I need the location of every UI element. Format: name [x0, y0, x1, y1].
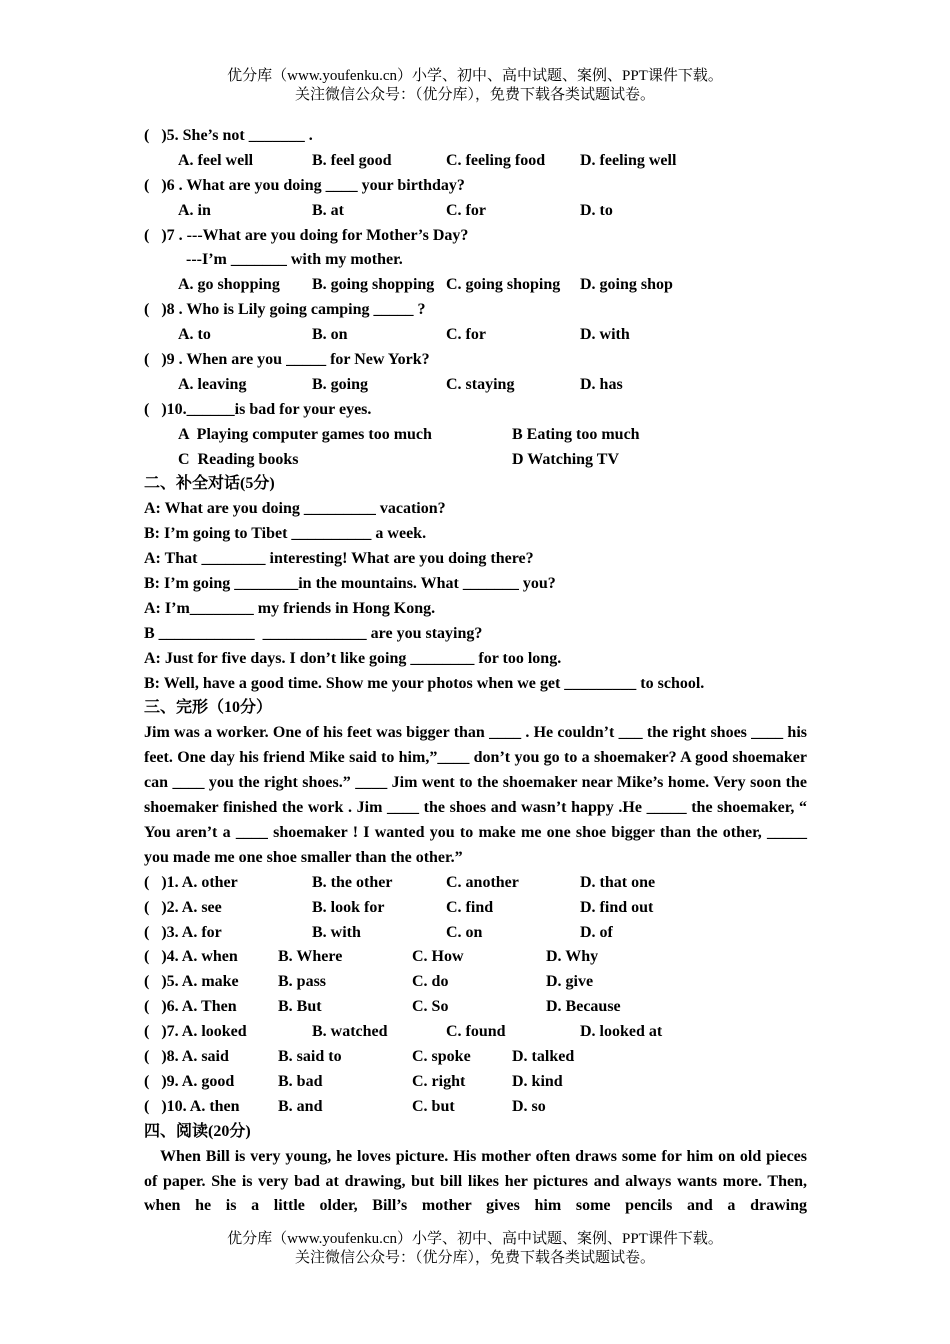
option-c: C. spoke: [412, 1048, 471, 1066]
cloze-passage: Jim was a worker. One of his feet was bigger than ____ . He couldn’t ___ the right shoes ____ his feet. One day his friend Mike said to him,”____ don’t you go to a shoemaker? A good shoemaker can ____ you the right shoes.” ____ Jim went to the shoemaker near Mike’s home. Very soon the shoemaker finished the work . Jim ____ the shoes and wasn’t happy .He _____ the shoemaker, “ You aren’t a ____ shoemaker ! I wanted you to make me one shoe bigger than the other, _____ you made me one shoe smaller than the other.”: [144, 724, 807, 866]
mc-q6-options: [144, 199, 807, 224]
option-c: C. found: [446, 1023, 506, 1041]
mc-q7-options: [144, 273, 807, 298]
option-d: D. that one: [580, 873, 656, 891]
option-c: C. staying: [446, 375, 515, 393]
option-b: B. going: [312, 375, 369, 393]
option-d: D. looked at: [580, 1023, 663, 1041]
option-d: D. has: [580, 375, 623, 393]
section-title-dialogue: 二、补全对话(5分): [144, 475, 275, 493]
header-line-2: 关注微信公众号：（优分库），免费下载各类试题试卷。: [294, 87, 655, 103]
option-b: B. bad: [278, 1072, 323, 1090]
mc-q8-options: [144, 323, 807, 348]
option-d: D. find out: [580, 898, 654, 916]
option-b: B. look for: [312, 898, 385, 916]
mc-q9-stem: ( )9 . When are you _____ for New York?: [144, 351, 430, 369]
option-c: C. another: [446, 873, 519, 891]
cloze-q-num-a: ( )8. A. said: [144, 1048, 229, 1066]
header-line-1: 优分库（www.youfenku.cn）小学、初中、高中试题、案例、PPT课件下载。: [227, 68, 723, 84]
option-c: C. find: [446, 898, 494, 916]
option-c: C. but: [412, 1097, 455, 1115]
cloze-q-num-a: ( )3. A. for: [144, 923, 222, 941]
option-c: C. for: [446, 326, 486, 344]
option-b: B. But: [278, 998, 322, 1016]
option-d: D. talked: [512, 1048, 575, 1066]
option-d: D. feeling well: [580, 151, 677, 169]
option-a: A. to: [178, 326, 211, 344]
option-b: B. pass: [278, 973, 327, 991]
dialogue-line: A: I’m________ my friends in Hong Kong.: [144, 599, 436, 617]
option-b: B. Where: [278, 948, 343, 966]
footer-line-2: 关注微信公众号：（优分库），免费下载各类试题试卷。: [294, 1250, 655, 1266]
cloze-q-num-a: ( )10. A. then: [144, 1097, 240, 1115]
mc-q10-options-ab: [144, 423, 807, 448]
option-c: C. feeling food: [446, 151, 546, 169]
option-d: D. so: [512, 1097, 546, 1115]
cloze-question: [144, 945, 807, 970]
cloze-question: [144, 896, 807, 921]
mc-q7-stem: ( )7 . ---What are you doing for Mother’s Day?: [144, 226, 469, 244]
option-b: B Eating too much: [512, 425, 640, 443]
option-d: D. to: [580, 201, 613, 219]
mc-q5-stem: ( )5. She’s not _______ .: [144, 127, 313, 144]
option-a: A. feel well: [178, 151, 254, 169]
option-c: C. going shoping: [446, 276, 561, 294]
option-d: D. going shop: [580, 276, 673, 294]
cloze-q-num-a: ( )9. A. good: [144, 1072, 235, 1090]
option-d: D. of: [580, 923, 613, 941]
cloze-q-num-a: ( )5. A. make: [144, 973, 239, 991]
mc-q10-stem: ( )10.______is bad for your eyes.: [144, 400, 372, 418]
cloze-question: [144, 1070, 807, 1095]
cloze-question: [144, 1045, 807, 1070]
option-a: A. leaving: [178, 375, 247, 393]
option-b: B. with: [312, 923, 361, 941]
option-c: C. for: [446, 201, 486, 219]
exam-content: [144, 124, 807, 1219]
cloze-question: [144, 1020, 807, 1045]
option-b: B. at: [312, 201, 344, 219]
cloze-question: [144, 871, 807, 896]
page-header: [0, 67, 950, 105]
option-d: D Watching TV: [512, 450, 619, 468]
option-a: A. go shopping: [178, 276, 280, 294]
option-d: D. Because: [546, 998, 621, 1016]
option-c: C. do: [412, 973, 449, 991]
option-d: D. Why: [546, 948, 599, 966]
option-c: C. right: [412, 1072, 466, 1090]
page-footer: [0, 1230, 950, 1268]
cloze-q-num-a: ( )7. A. looked: [144, 1023, 247, 1041]
dialogue-line: A: What are you doing _________ vacation?: [144, 500, 446, 518]
cloze-question: [144, 970, 807, 995]
mc-q10-options-cd: [144, 448, 807, 473]
option-d: D. with: [580, 326, 630, 344]
option-d: D. give: [546, 973, 594, 991]
option-b: B. going shopping: [312, 276, 435, 294]
dialogue-line: B: I’m going to Tibet __________ a week.: [144, 525, 427, 543]
option-b: B. the other: [312, 873, 393, 891]
dialogue-line: B ____________ _____________ are you staying?: [144, 624, 483, 642]
option-b: B. and: [278, 1097, 323, 1115]
section-title-cloze: 三、完形（10分）: [144, 699, 273, 717]
option-a: A. in: [178, 201, 211, 219]
option-c: C Reading books: [178, 450, 299, 468]
option-a: A Playing computer games too much: [178, 425, 432, 443]
cloze-question: [144, 921, 807, 946]
option-b: B. on: [312, 326, 348, 344]
dialogue-line: B: I’m going ________in the mountains. What _______ you?: [144, 575, 556, 593]
option-b: B. watched: [312, 1023, 388, 1041]
dialogue-line: B: Well, have a good time. Show me your photos when we get _________ to school.: [144, 674, 705, 692]
option-c: C. How: [412, 948, 464, 966]
option-c: C. on: [446, 923, 483, 941]
reading-passage: When Bill is very young, he loves picture. His mother often draws some for him on old pieces of paper. She is very bad at drawing, but bill likes her pictures and always wants more. Then, when he is a little older, Bill’s mother gives him some pencils and a drawing: [144, 1147, 807, 1215]
mc-q8-stem: ( )8 . Who is Lily going camping _____ ?: [144, 301, 426, 319]
cloze-q-num-a: ( )4. A. when: [144, 948, 238, 966]
option-c: C. So: [412, 998, 449, 1016]
mc-q5-options: [144, 149, 807, 174]
dialogue-line: A: Just for five days. I don’t like going ________ for too long.: [144, 649, 562, 667]
cloze-q-num-a: ( )6. A. Then: [144, 998, 237, 1016]
dialogue-line: A: That ________ interesting! What are you doing there?: [144, 550, 534, 568]
cloze-q-num-a: ( )1. A. other: [144, 873, 238, 891]
mc-q9-options: [144, 373, 807, 398]
footer-line-1: 优分库（www.youfenku.cn）小学、初中、高中试题、案例、PPT课件下载。: [227, 1231, 723, 1247]
cloze-question: [144, 995, 807, 1020]
mc-q6-stem: ( )6 . What are you doing ____ your birthday?: [144, 176, 465, 194]
option-b: B. feel good: [312, 151, 392, 169]
cloze-q-num-a: ( )2. A. see: [144, 898, 222, 916]
mc-q7-stem-2: ---I’m _______ with my mother.: [186, 251, 403, 269]
cloze-question: [144, 1095, 807, 1120]
option-d: D. kind: [512, 1072, 563, 1090]
option-b: B. said to: [278, 1048, 342, 1066]
section-title-reading: 四、阅读(20分): [144, 1122, 251, 1140]
